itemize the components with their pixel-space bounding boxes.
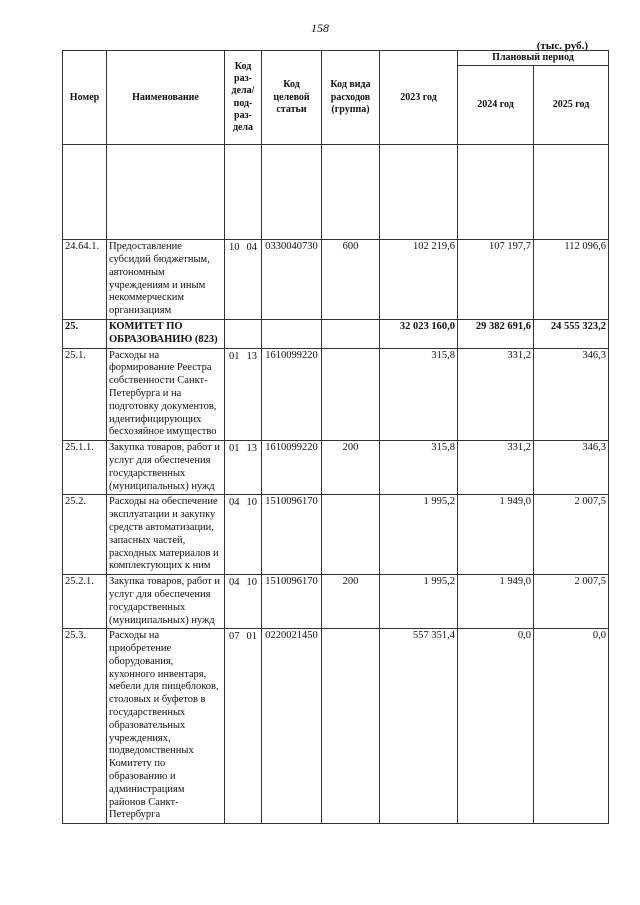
row-number: 25.1. bbox=[63, 348, 107, 441]
row-expense-type: 200 bbox=[322, 441, 380, 495]
row-podrazdel: 10 bbox=[246, 497, 257, 509]
row-amount-2023: 315,8 bbox=[380, 441, 458, 495]
row-number: 25. bbox=[63, 319, 107, 348]
row-amount-2025: 346,3 bbox=[534, 348, 609, 441]
table-row bbox=[63, 441, 609, 495]
row-expense-type bbox=[322, 319, 380, 348]
table-row bbox=[63, 495, 609, 575]
row-amount-2025: 24 555 323,2 bbox=[534, 319, 609, 348]
row-section-code bbox=[225, 348, 262, 441]
row-name: Расходы на обеспечение эксплуатации и закупку средств автоматизации, запасных частей, расходных материалов и комплектующих к ним bbox=[107, 495, 225, 575]
row-amount-2023: 102 219,6 bbox=[380, 240, 458, 320]
row-expense-type: 600 bbox=[322, 240, 380, 320]
table-row bbox=[63, 348, 609, 441]
row-amount-2023: 32 023 160,0 bbox=[380, 319, 458, 348]
row-razdel: 01 bbox=[229, 350, 240, 362]
header-section-code: Код раз-дела/ под-раз-дела bbox=[225, 51, 262, 145]
row-amount-2024: 1 949,0 bbox=[458, 575, 534, 629]
row-expense-type bbox=[322, 348, 380, 441]
row-number: 25.1.1. bbox=[63, 441, 107, 495]
table-row bbox=[63, 319, 609, 348]
row-target-code: 1610099220 bbox=[262, 348, 322, 441]
row-amount-2024: 29 382 691,6 bbox=[458, 319, 534, 348]
row-amount-2024: 0,0 bbox=[458, 629, 534, 824]
row-target-code: 1610099220 bbox=[262, 441, 322, 495]
row-podrazdel: 04 bbox=[246, 242, 257, 254]
page-number: 158 bbox=[311, 21, 329, 35]
header-number: Номер bbox=[63, 51, 107, 145]
row-amount-2025: 0,0 bbox=[534, 629, 609, 824]
row-target-code: 0220021450 bbox=[262, 629, 322, 824]
header-spacer-row bbox=[63, 145, 609, 240]
row-amount-2024: 107 197,7 bbox=[458, 240, 534, 320]
row-name: Закупка товаров, работ и услуг для обеспечения государственных (муниципальных) нужд bbox=[107, 575, 225, 629]
row-razdel: 04 bbox=[229, 577, 240, 589]
header-expense-type: Код вида расходов (группа) bbox=[322, 51, 380, 145]
row-podrazdel: 01 bbox=[246, 631, 257, 643]
row-name: КОМИТЕТ ПО ОБРАЗОВАНИЮ (823) bbox=[107, 319, 225, 348]
row-number: 25.3. bbox=[63, 629, 107, 824]
row-target-code: 0330040730 bbox=[262, 240, 322, 320]
row-podrazdel: 13 bbox=[246, 350, 257, 362]
row-razdel: 10 bbox=[229, 242, 240, 254]
row-section-code bbox=[225, 441, 262, 495]
units-note: (тыс. руб.) bbox=[536, 40, 588, 52]
row-razdel: 01 bbox=[229, 443, 240, 455]
row-number: 25.2. bbox=[63, 495, 107, 575]
row-target-code: 1510096170 bbox=[262, 575, 322, 629]
row-number: 25.2.1. bbox=[63, 575, 107, 629]
row-razdel: 04 bbox=[229, 497, 240, 509]
row-amount-2023: 1 995,2 bbox=[380, 575, 458, 629]
row-amount-2023: 315,8 bbox=[380, 348, 458, 441]
row-section-code bbox=[225, 319, 262, 348]
header-name: Наименование bbox=[107, 51, 225, 145]
row-name: Предоставление субсидий бюджетным, автономным учреждениям и иным некоммерческим организациям bbox=[107, 240, 225, 320]
row-amount-2024: 1 949,0 bbox=[458, 495, 534, 575]
row-amount-2024: 331,2 bbox=[458, 441, 534, 495]
row-expense-type bbox=[322, 629, 380, 824]
row-name: Закупка товаров, работ и услуг для обеспечения государственных (муниципальных) нужд bbox=[107, 441, 225, 495]
header-year-2025: 2025 год bbox=[534, 66, 609, 145]
row-number: 24.64.1. bbox=[63, 240, 107, 320]
row-section-code bbox=[225, 629, 262, 824]
row-name: Расходы на приобретение оборудования, кухонного инвентаря, мебели для пищеблоков, столовых и буфетов в государственных образовательных учреждениях, подведомственных Комитету по образованию и администрациям районов Санкт-Петербурга bbox=[107, 629, 225, 824]
row-amount-2025: 346,3 bbox=[534, 441, 609, 495]
row-target-code bbox=[262, 319, 322, 348]
row-expense-type bbox=[322, 495, 380, 575]
table-row bbox=[63, 629, 609, 824]
table-row bbox=[63, 240, 609, 320]
table-row bbox=[63, 575, 609, 629]
row-amount-2025: 2 007,5 bbox=[534, 495, 609, 575]
row-razdel: 07 bbox=[229, 631, 240, 643]
row-name: Расходы на формирование Реестра собственности Санкт-Петербурга и на подготовку документов, идентифицирующих бесхозяйное имущество bbox=[107, 348, 225, 441]
row-podrazdel: 13 bbox=[246, 443, 257, 455]
header-year-2024: 2024 год bbox=[458, 66, 534, 145]
row-amount-2025: 112 096,6 bbox=[534, 240, 609, 320]
row-podrazdel: 10 bbox=[246, 577, 257, 589]
header-year-2023: 2023 год bbox=[380, 51, 458, 145]
row-expense-type: 200 bbox=[322, 575, 380, 629]
row-amount-2024: 331,2 bbox=[458, 348, 534, 441]
header-target-code: Код целевой статьи bbox=[262, 51, 322, 145]
row-section-code bbox=[225, 240, 262, 320]
row-amount-2025: 2 007,5 bbox=[534, 575, 609, 629]
row-target-code: 1510096170 bbox=[262, 495, 322, 575]
row-amount-2023: 557 351,4 bbox=[380, 629, 458, 824]
row-section-code bbox=[225, 495, 262, 575]
budget-table bbox=[62, 50, 609, 824]
row-section-code bbox=[225, 575, 262, 629]
row-amount-2023: 1 995,2 bbox=[380, 495, 458, 575]
header-planning-period: Плановый период bbox=[458, 51, 609, 66]
